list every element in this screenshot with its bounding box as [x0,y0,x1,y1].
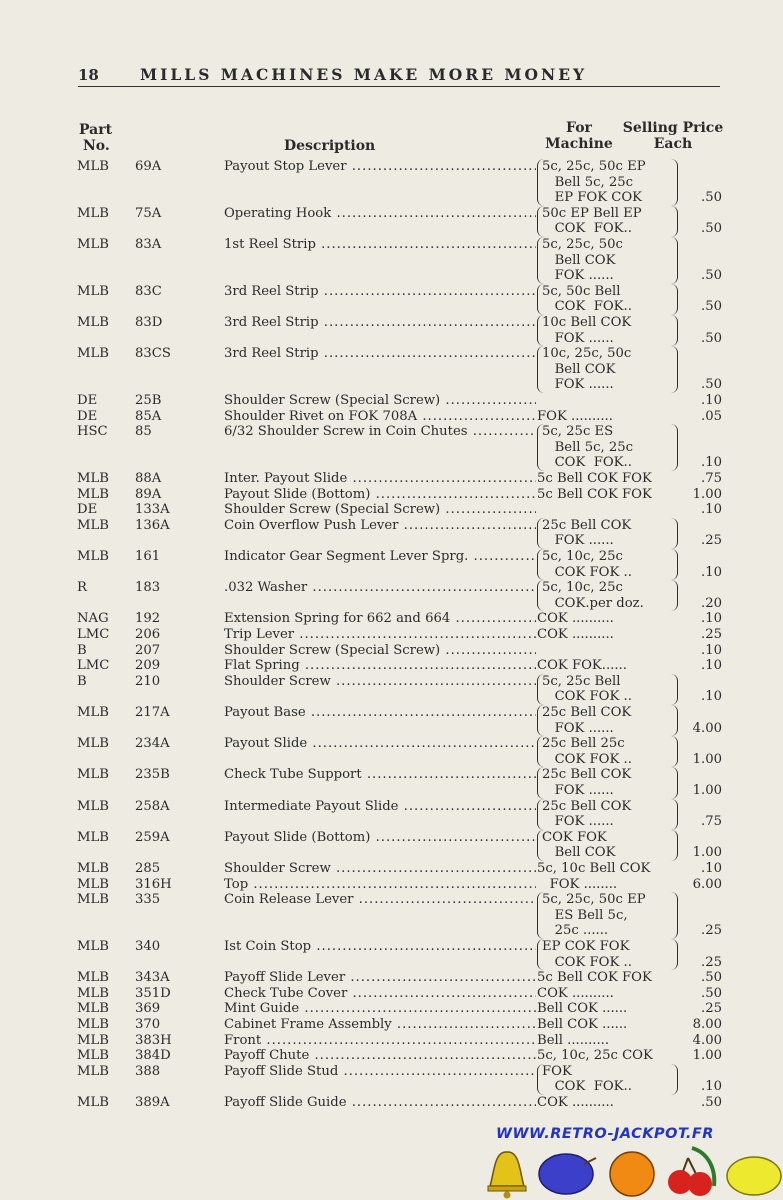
machine-type: 5c, 25c ES Bell 5c, 25c COK FOK.. [537,424,678,471]
part-prefix: MLB [77,970,109,986]
machine-header-line2: Machine [545,136,613,152]
table-row [0,658,783,674]
part-number: 235B [135,767,170,783]
part-description: 3rd Reel Strip ..... [224,346,536,362]
part-prefix: MLB [77,985,109,1001]
part-number: 369 [135,1001,161,1017]
part-prefix: NAG [77,611,109,627]
machine-type: 5c, 10c Bell COK [537,861,651,876]
part-prefix: MLB [77,736,109,752]
part-number: 85 [135,424,152,440]
selling-price: .10 [701,502,722,518]
part-prefix: MLB [77,767,109,783]
part-description: Check Tube Support ..... [224,767,536,783]
part-number: 316H [135,876,172,892]
part-prefix: MLB [77,205,109,221]
page-title: MILLS MACHINES MAKE MORE MONEY [140,65,588,84]
selling-price: .50 [701,1095,722,1110]
table-row [0,206,783,237]
part-number: 85A [135,408,162,424]
selling-price: .50 [701,377,722,393]
part-prefix: MLB [77,1032,109,1048]
price-header-line1: Selling Price [622,120,724,136]
part-description: Trip Lever ..... [224,627,536,643]
part-number: 351D [135,985,171,1001]
table-row [0,627,783,643]
table-row [0,939,783,970]
machine-type: COK .......... [537,627,614,642]
part-description: Check Tube Cover ..... [224,986,536,1002]
part-prefix: B [77,673,87,689]
part-description: Flat Spring ..... [224,658,536,674]
machine-type: 5c Bell COK FOK [537,486,652,502]
machine-header-line1: For [566,120,592,136]
machine-type: 5c Bell COK FOK [537,970,652,986]
part-prefix: MLB [77,517,109,533]
part-prefix: R [77,580,87,596]
part-number: 234A [135,736,170,752]
part-description: 1st Reel Strip ..... [224,237,536,253]
part-description: Operating Hook ..... [224,206,536,222]
table-row [0,611,783,627]
machine-type: 50c EP Bell EP COK FOK.. [537,206,678,237]
selling-price: 8.00 [692,1017,722,1032]
part-number: 133A [135,502,170,518]
part-description: Front ..... [224,1033,536,1049]
part-prefix: DE [77,502,98,518]
machine-type: 5c, 10c, 25c COK FOK .. [537,549,678,580]
selling-price: 6.00 [692,876,722,892]
selling-price: 4.00 [692,1032,722,1048]
table-row [0,1017,783,1033]
part-number: 388 [135,1063,161,1079]
selling-price: .10 [701,861,722,876]
price-header-line2: Each [653,136,693,152]
machine-type: 25c Bell COK FOK ...... [537,518,678,549]
selling-price: .20 [701,595,722,611]
part-number: 207 [135,642,161,658]
part-no-header-line2: No. [83,138,110,154]
orange-icon [610,1152,654,1196]
part-prefix: MLB [77,159,109,174]
table-row [0,705,783,736]
part-number: 161 [135,549,161,564]
machine-type: 5c, 10c, 25c COK.per doz. [537,580,678,611]
part-description: Indicator Gear Segment Lever Sprg. ..... [224,549,536,565]
part-number: 83A [135,237,162,252]
machine-type: Bell COK ...... [537,1017,628,1032]
machine-type: COK FOK...... [537,658,627,674]
part-number: 335 [135,892,161,908]
page-number: 18 [78,66,99,84]
part-number: 389A [135,1095,170,1110]
part-description: Mint Guide ..... [224,1001,536,1017]
cherry-icon [668,1148,714,1196]
selling-price: .10 [701,1079,722,1095]
selling-price: 1.00 [692,486,722,502]
part-number: 209 [135,658,161,674]
part-description: Intermediate Payout Slide ..... [224,799,536,815]
selling-price: .25 [701,627,722,642]
watermark-url: WWW.RETRO-JACKPOT.FR [496,1126,714,1142]
selling-price: .25 [701,1001,722,1017]
part-number: 343A [135,970,170,986]
machine-type: COK .......... [537,1095,614,1110]
part-prefix: MLB [77,705,109,720]
part-number: 259A [135,829,170,845]
table-row [0,877,783,893]
part-number: 285 [135,861,161,876]
part-description: Payoff Slide Lever ..... [224,970,536,986]
fruit-icons [484,1144,783,1200]
part-description: Payout Stop Lever ..... [224,159,536,175]
part-description: Coin Release Lever ..... [224,892,536,908]
machine-type: COK FOK Bell COK [537,830,678,861]
part-prefix: MLB [77,315,109,330]
part-description: Payout Slide ..... [224,736,536,752]
part-number: 136A [135,517,170,533]
part-description: Shoulder Screw (Special Screw) ..... [224,393,536,409]
selling-price: .50 [701,330,722,346]
selling-price: .50 [701,970,722,986]
table-row [0,1033,783,1049]
table-row [0,830,783,861]
part-prefix: MLB [77,346,109,362]
part-prefix: MLB [77,486,109,502]
part-prefix: MLB [77,1063,109,1079]
part-description: .032 Washer ..... [224,580,536,596]
table-row [0,237,783,284]
machine-header [544,120,614,152]
part-prefix: MLB [77,549,109,564]
selling-price: .10 [701,658,722,674]
table-row [0,284,783,315]
machine-type: Bell COK ...... [537,1001,628,1017]
table-row [0,346,783,393]
machine-type: FOK ........ [537,876,618,892]
part-number: 83C [135,283,162,299]
machine-type: 5c, 50c Bell COK FOK.. [537,284,678,315]
part-description: Extension Spring for 662 and 664 ..... [224,611,536,627]
machine-type: 5c, 25c, 50c EP ES Bell 5c, 25c ...... [537,892,678,939]
part-prefix: MLB [77,237,109,252]
machine-type: 5c, 25c Bell COK FOK .. [537,674,678,705]
description-header: Description [284,138,376,154]
selling-price: 4.00 [692,720,722,736]
table-row [0,986,783,1002]
part-no-header [79,122,112,154]
machine-type: FOK COK FOK.. [537,1064,678,1095]
part-description: Shoulder Screw (Special Screw) ..... [224,643,536,659]
table-row [0,502,783,518]
part-number: 258A [135,798,170,814]
machine-type: 25c Bell COK FOK ...... [537,799,678,830]
machine-type: COK .......... [537,985,614,1001]
part-number: 88A [135,471,162,486]
selling-price: .10 [701,455,722,471]
part-description: 6/32 Shoulder Screw in Coin Chutes ..... [224,424,536,440]
table-row [0,159,783,206]
table-row [0,487,783,503]
part-prefix: LMC [77,658,110,674]
part-prefix: MLB [77,861,109,876]
table-row [0,861,783,877]
selling-price: .10 [701,642,722,658]
part-prefix: MLB [77,471,109,486]
machine-type: 10c, 25c, 50c Bell COK FOK ...... [537,346,678,393]
machine-type: Bell .......... [537,1032,610,1048]
plum-icon [539,1154,596,1194]
price-header [622,120,724,152]
part-description: Payoff Slide Stud ..... [224,1064,536,1080]
part-number: 83CS [135,346,171,362]
table-row [0,518,783,549]
part-prefix: MLB [77,829,109,845]
part-number: 75A [135,205,162,221]
machine-type: 10c Bell COK FOK ...... [537,315,678,346]
bell-icon [488,1152,526,1199]
machine-type: 25c Bell COK FOK ...... [537,767,678,798]
table-row [0,393,783,409]
part-description: Inter. Payout Slide ..... [224,471,536,487]
table-row [0,674,783,705]
machine-type: COK .......... [537,611,614,627]
selling-price: 1.00 [692,845,722,861]
table-row [0,424,783,471]
part-number: 210 [135,673,161,689]
table-row [0,799,783,830]
part-prefix: LMC [77,627,110,642]
table-row [0,471,783,487]
part-description: Shoulder Rivet on FOK 708A ..... [224,409,536,425]
part-number: 383H [135,1032,172,1048]
machine-type: 5c Bell COK FOK [537,471,652,486]
part-description: Shoulder Screw (Special Screw) ..... [224,502,536,518]
selling-price: .75 [701,814,722,830]
part-description: Payout Slide (Bottom) ..... [224,830,536,846]
table-row [0,643,783,659]
selling-price: .50 [701,985,722,1001]
table-row [0,1064,783,1095]
lemon-icon [727,1157,781,1195]
selling-price: .25 [701,954,722,970]
selling-price: .50 [701,268,722,284]
table-row [0,1048,783,1064]
selling-price: .75 [701,471,722,486]
part-prefix: MLB [77,1001,109,1017]
selling-price: .10 [701,611,722,627]
part-description: 3rd Reel Strip ..... [224,315,536,331]
part-number: 89A [135,486,162,502]
part-prefix: DE [77,408,98,424]
part-no-header-line1: Part [79,122,113,138]
page-header [78,64,720,87]
part-description: Ist Coin Stop ..... [224,939,536,955]
machine-type: 5c, 10c, 25c COK [537,1048,653,1064]
part-description: Top ..... [224,877,536,893]
table-row [0,892,783,939]
part-prefix: MLB [77,1095,109,1110]
table-row [0,409,783,425]
machine-type: 25c Bell COK FOK ...... [537,705,678,736]
part-prefix: MLB [77,939,109,954]
part-prefix: MLB [77,1017,109,1032]
part-description: 3rd Reel Strip ..... [224,284,536,300]
part-number: 25B [135,393,162,408]
selling-price: .25 [701,923,722,939]
selling-price: 1.00 [692,1048,722,1064]
part-description: Shoulder Screw ..... [224,861,536,877]
machine-type: 25c Bell 25c COK FOK .. [537,736,678,767]
selling-price: 1.00 [692,751,722,767]
table-row [0,315,783,346]
selling-price: .50 [701,190,722,206]
machine-type: FOK .......... [537,408,613,424]
part-prefix: DE [77,393,98,408]
part-prefix: MLB [77,876,109,892]
selling-price: 1.00 [692,782,722,798]
part-description: Cabinet Frame Assembly ..... [224,1017,536,1033]
part-number: 384D [135,1048,171,1064]
part-prefix: MLB [77,283,109,299]
part-prefix: HSC [77,424,108,440]
part-description: Payout Base ..... [224,705,536,721]
part-number: 217A [135,705,170,720]
machine-type: EP COK FOK COK FOK .. [537,939,678,970]
part-description: Shoulder Screw ..... [224,674,536,690]
part-description: Payoff Chute ..... [224,1048,536,1064]
table-row [0,1001,783,1017]
part-prefix: MLB [77,892,109,908]
selling-price: .50 [701,299,722,315]
table-row [0,549,783,580]
part-number: 340 [135,939,161,954]
part-description: Payout Slide (Bottom) ..... [224,487,536,503]
selling-price: .10 [701,393,722,408]
part-number: 206 [135,627,161,642]
table-row [0,1095,783,1111]
part-prefix: MLB [77,798,109,814]
selling-price: .25 [701,533,722,549]
part-number: 69A [135,159,162,174]
selling-price: .50 [701,221,722,237]
part-number: 83D [135,315,163,330]
part-number: 192 [135,611,161,627]
part-prefix: MLB [77,1048,109,1064]
table-row [0,736,783,767]
table-row [0,580,783,611]
part-number: 183 [135,580,161,596]
table-row [0,970,783,986]
part-prefix: B [77,642,87,658]
part-description: Coin Overflow Push Lever ..... [224,518,536,534]
machine-type: 5c, 25c, 50c EP Bell 5c, 25c EP FOK COK [537,159,678,206]
part-number: 370 [135,1017,161,1032]
selling-price: .10 [701,689,722,705]
table-row [0,767,783,798]
part-description: Payoff Slide Guide ..... [224,1095,536,1111]
selling-price: .05 [701,408,722,424]
selling-price: .10 [701,564,722,580]
machine-type: 5c, 25c, 50c Bell COK FOK ...... [537,237,678,284]
